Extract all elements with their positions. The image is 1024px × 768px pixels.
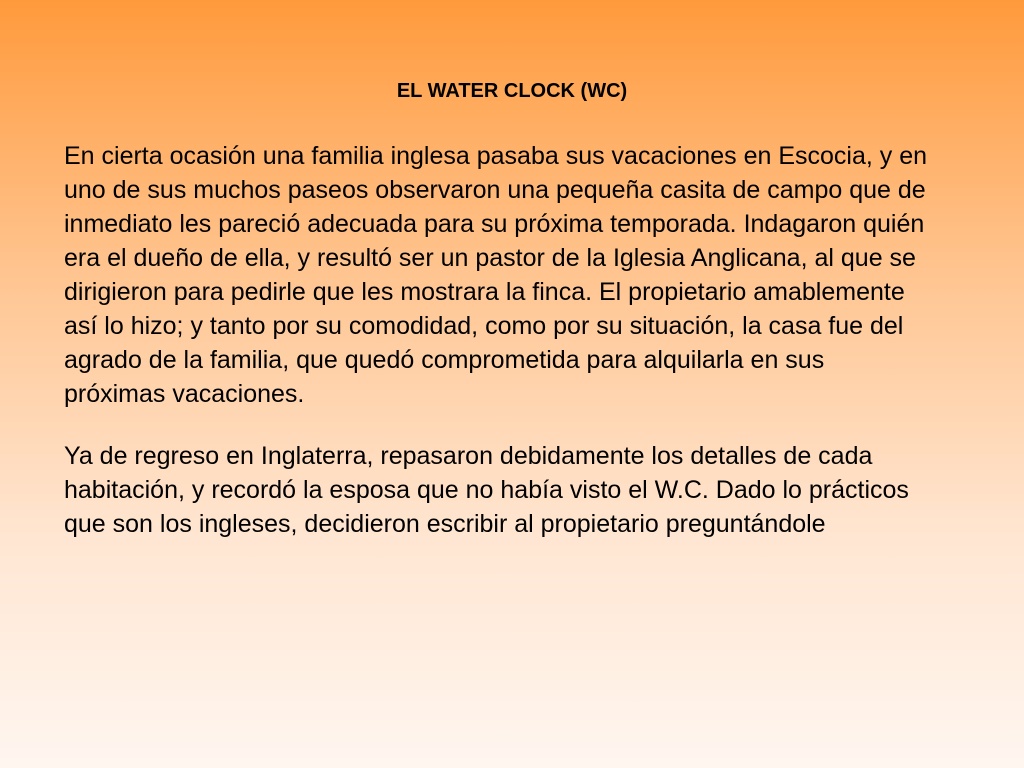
text-line: En cierta ocasión una familia inglesa pasaba sus vacaciones en Escocia, y en (64, 142, 928, 170)
text-line: habitación, y recordó la esposa que no había visto el W.C. Dado lo prácticos (64, 476, 909, 504)
text-line: uno de sus muchos paseos observaron una pequeña casita de campo que de (64, 176, 926, 204)
text-line: dirigieron para pedirle que les mostrara la finca. El propietario amablemente (64, 278, 905, 306)
slide-title: EL WATER CLOCK (WC) (396, 80, 628, 102)
slide-body (64, 142, 984, 544)
paragraph-gap (64, 414, 984, 442)
text-line: era el dueño de ella, y resultó ser un pastor de la Iglesia Anglicana, al que se (64, 244, 916, 272)
text-line: agrado de la familia, que quedó comprometida para alquilarla en sus (64, 346, 825, 374)
text-line: Ya de regreso en Inglaterra, repasaron debidamente los detalles de cada (64, 442, 873, 470)
text-line: próximas vacaciones. (64, 380, 305, 408)
text-line: así lo hizo; y tanto por su comodidad, como por su situación, la casa fue del (64, 312, 904, 340)
text-line: que son los ingleses, decidieron escribir al propietario preguntándole (64, 510, 826, 538)
text-line: inmediato les pareció adecuada para su próxima temporada. Indagaron quién (64, 210, 925, 238)
